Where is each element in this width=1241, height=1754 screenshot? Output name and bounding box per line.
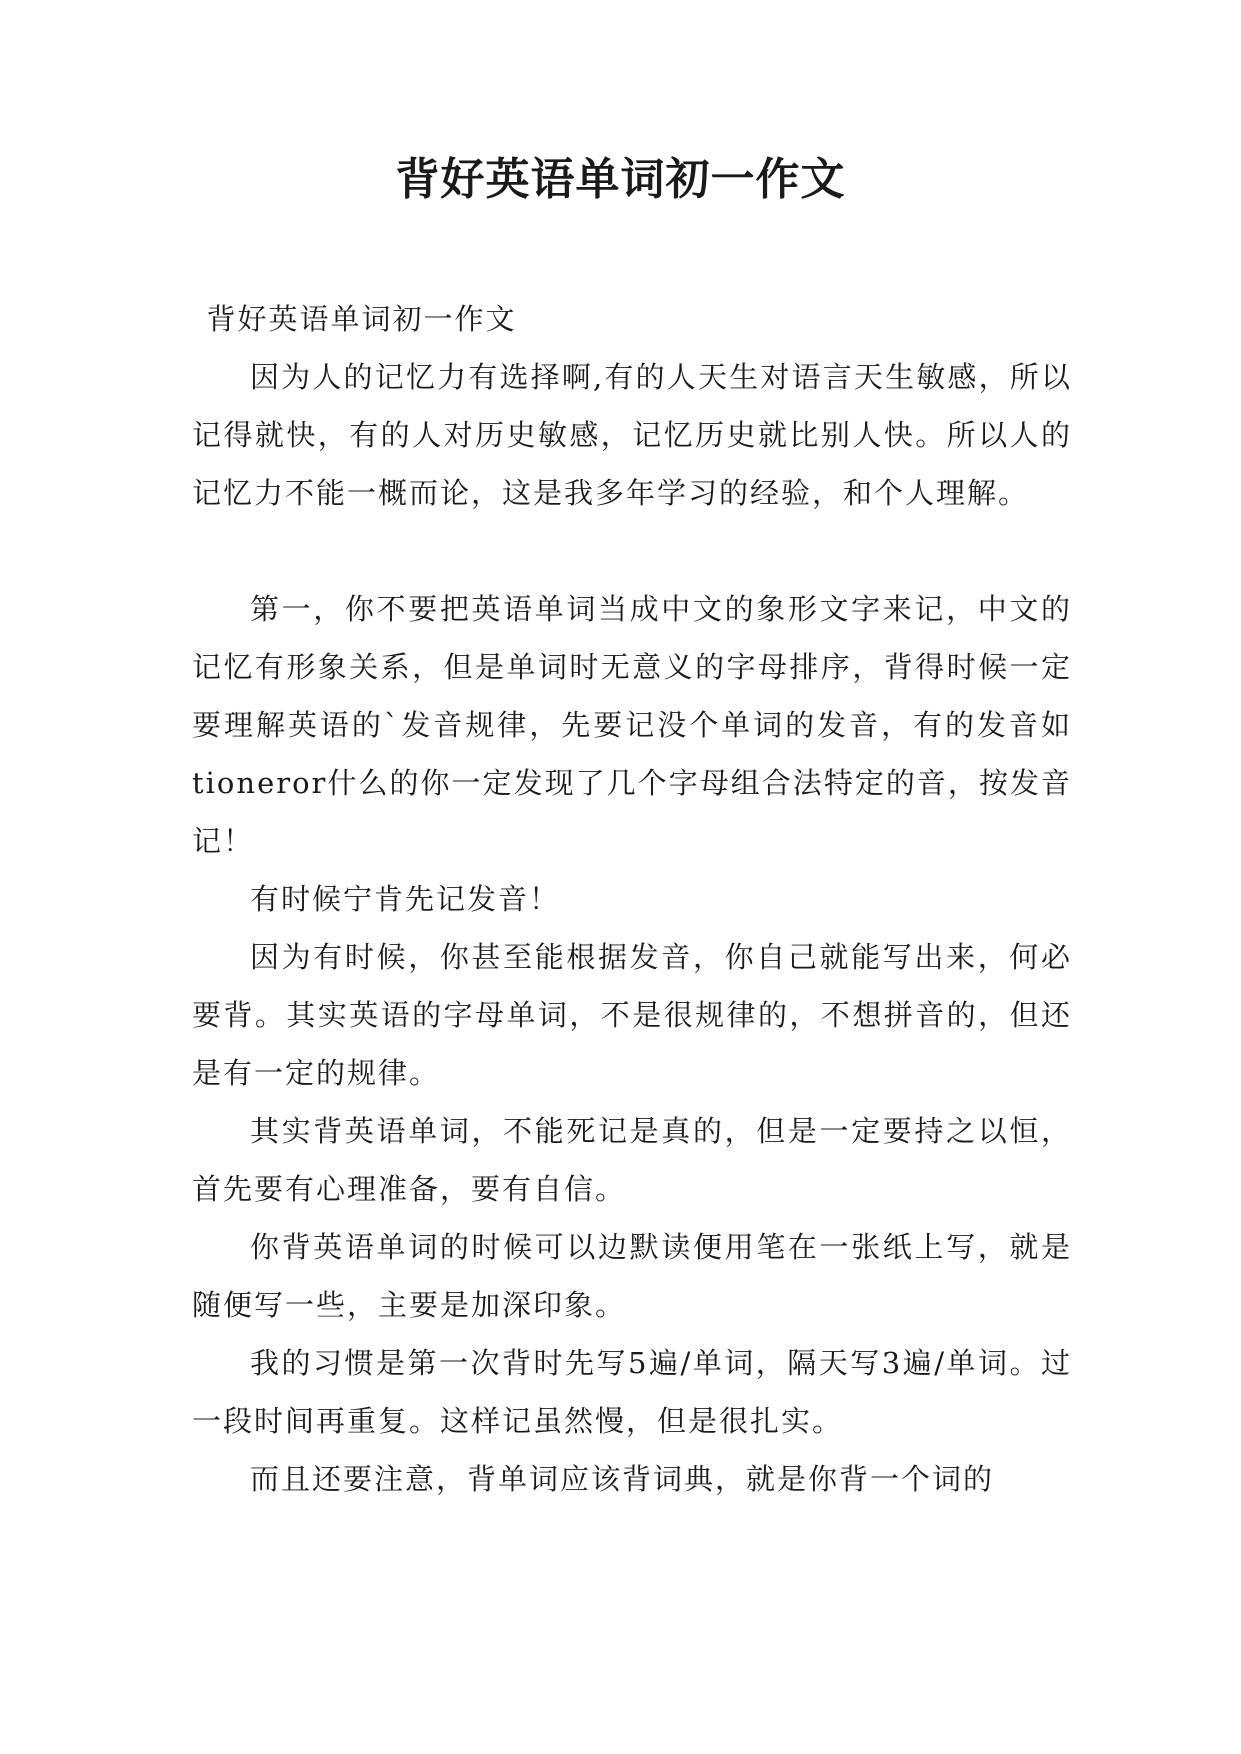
paragraph: 你背英语单词的时候可以边默读便用笔在一张纸上写，就是随便写一些，主要是加深印象。 xyxy=(192,1230,1072,1322)
paragraph: 第一，你不要把英语单词当成中文的象形文字来记，中文的记忆有形象关系，但是单词时无意义的字母排序，背得时候一定要理解英语的`发音规律，先要记没个单词的发音，有的发音如tioneror什么的你一定发现了几个字母组合法特定的音，按发音记！ xyxy=(192,592,1072,858)
paragraph: 其实背英语单词，不能死记是真的，但是一定要持之以恒，首先要有心理准备，要有自信。 xyxy=(192,1114,1072,1206)
paragraph-subtitle: 背好英语单词初一作文 xyxy=(206,302,517,336)
paragraph-gap xyxy=(192,522,1072,580)
paragraph: 我的习惯是第一次背时先写5遍/单词，隔天写3遍/单词。过一段时间再重复。这样记虽然慢，但是很扎实。 xyxy=(192,1346,1072,1438)
document-title: 背好英语单词初一作文 xyxy=(395,154,846,205)
document-body xyxy=(192,290,1072,1508)
paragraph: 而且还要注意，背单词应该背词典，就是你背一个词的 xyxy=(250,1462,995,1496)
paragraph: 有时候宁肯先记发音！ xyxy=(250,882,561,916)
paragraph: 因为有时候，你甚至能根据发音，你自己就能写出来，何必要背。其实英语的字母单词，不是很规律的，不想拼音的，但还是有一定的规律。 xyxy=(192,940,1072,1090)
paragraph: 因为人的记忆力有选择啊,有的人天生对语言天生敏感，所以记得就快，有的人对历史敏感，记忆历史就比别人快。所以人的记忆力不能一概而论，这是我多年学习的经验，和个人理解。 xyxy=(192,360,1072,510)
